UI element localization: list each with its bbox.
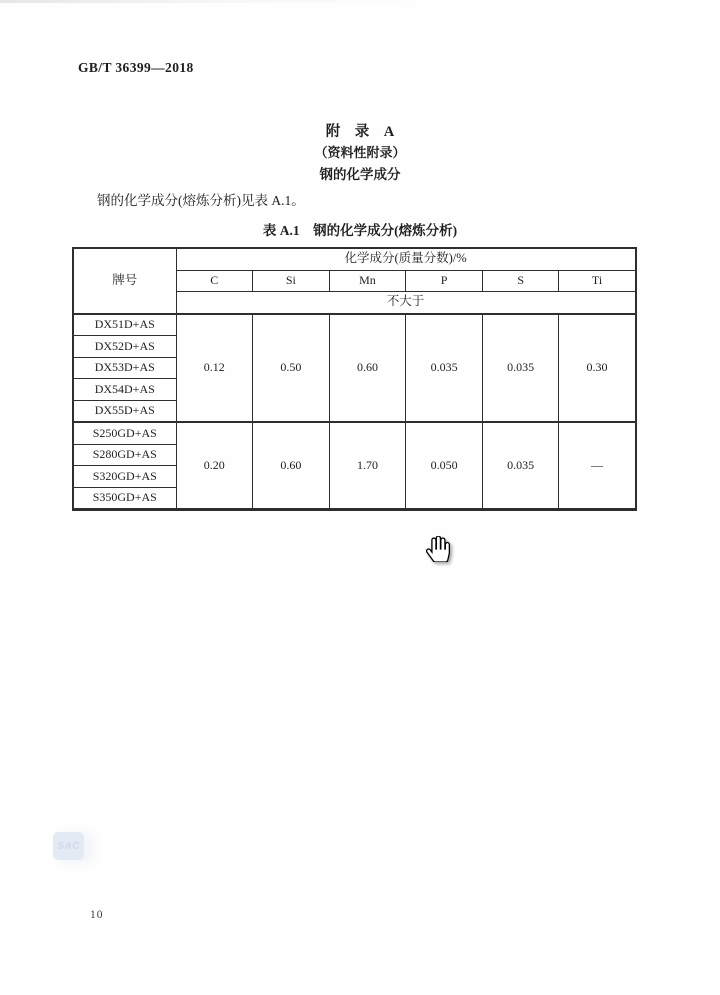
value-cell-s: 0.035	[482, 422, 559, 510]
chemical-composition-table	[72, 247, 637, 511]
standard-code: GB/T 36399—2018	[78, 60, 194, 75]
column-header-s: S	[482, 270, 559, 292]
annex-subtitle: （资料性附录）	[314, 145, 406, 160]
annex-heading: 钢的化学成分	[319, 167, 401, 182]
value-cell-p: 0.050	[406, 422, 483, 510]
column-header-mn: Mn	[329, 270, 406, 292]
value-cell-ti: 0.30	[559, 314, 636, 423]
value-cell-p: 0.035	[406, 314, 483, 423]
value-cell-ti: —	[559, 422, 636, 510]
page-number: 10	[90, 909, 104, 921]
brand-cell: DX54D+AS	[73, 379, 176, 401]
brand-cell: S280GD+AS	[73, 444, 176, 466]
column-header-c: C	[176, 270, 253, 292]
brand-cell: DX52D+AS	[73, 336, 176, 358]
hand-grab-cursor-icon	[426, 536, 450, 562]
sac-watermark-label: SAC	[57, 840, 80, 852]
value-cell-c: 0.20	[176, 422, 253, 510]
brand-cell: DX55D+AS	[73, 400, 176, 422]
brand-column-header: 牌号	[73, 248, 176, 314]
limit-label: 不大于	[176, 292, 636, 314]
brand-cell: S250GD+AS	[73, 422, 176, 444]
table-caption: 表 A.1 钢的化学成分(熔炼分析)	[262, 223, 458, 238]
value-cell-mn: 0.60	[329, 314, 406, 423]
table-row	[73, 314, 636, 336]
scan-edge	[0, 0, 720, 3]
annex-title: 附 录 A	[325, 124, 395, 140]
table-row	[73, 422, 636, 444]
column-header-p: P	[406, 270, 483, 292]
column-header-ti: Ti	[559, 270, 636, 292]
sac-watermark	[53, 832, 84, 860]
brand-cell: DX53D+AS	[73, 357, 176, 379]
value-cell-si: 0.60	[253, 422, 330, 510]
body-paragraph: 钢的化学成分(熔炼分析)见表 A.1。	[97, 193, 305, 208]
column-header-si: Si	[253, 270, 330, 292]
value-cell-mn: 1.70	[329, 422, 406, 510]
value-cell-si: 0.50	[253, 314, 330, 423]
value-cell-c: 0.12	[176, 314, 253, 423]
brand-cell: S320GD+AS	[73, 466, 176, 488]
table-header-row-1	[73, 248, 636, 270]
value-cell-s: 0.035	[482, 314, 559, 423]
brand-cell: DX51D+AS	[73, 314, 176, 336]
brand-cell: S350GD+AS	[73, 487, 176, 510]
composition-header: 化学成分(质量分数)/%	[176, 248, 636, 270]
